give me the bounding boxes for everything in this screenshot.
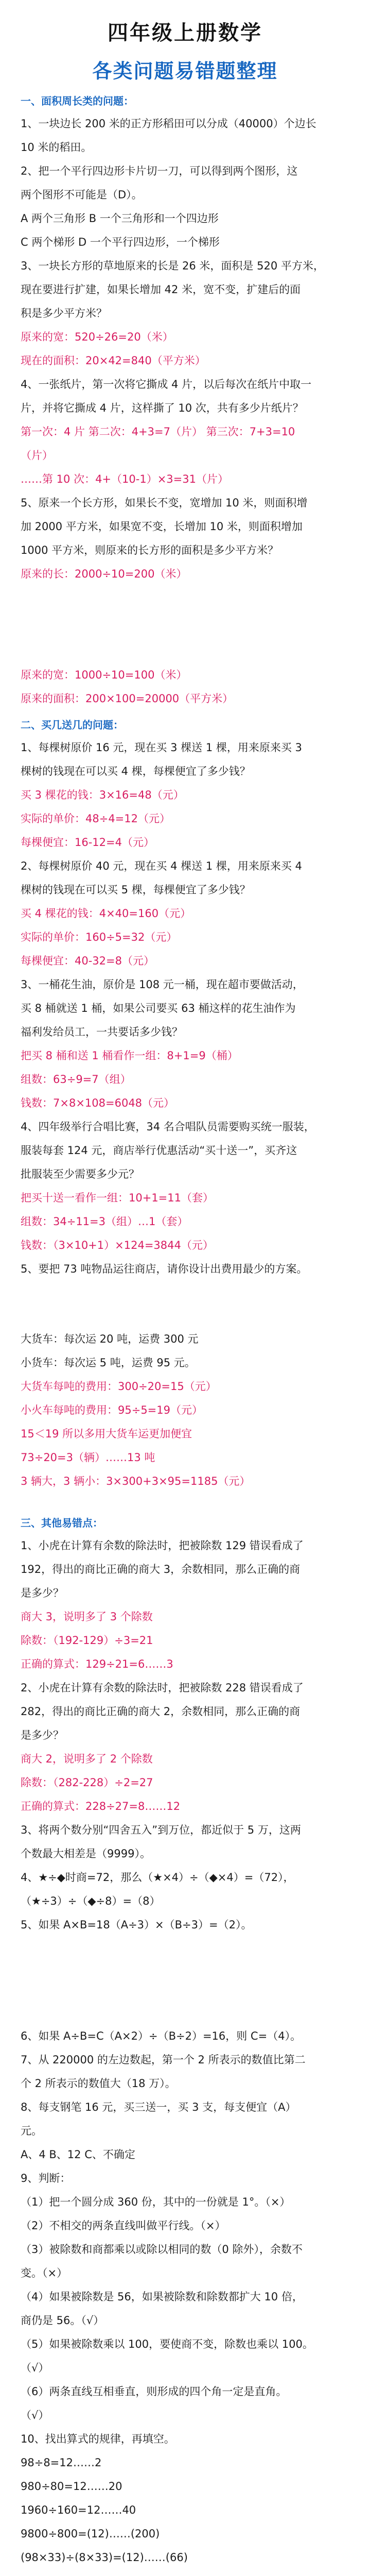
- text-line: 1、每棵树原价 16 元，现在买 3 棵送 1 棵，用来原来买 3: [21, 741, 302, 754]
- text-line: 批服装至少需要多少元？: [21, 1168, 139, 1180]
- answer-line: 现在的面积：20×42=840（平方米）: [21, 354, 206, 367]
- text-line: 福利发给员工，一共要话多少钱？: [21, 1026, 183, 1038]
- text-line: (98×33)÷(8×33)=(12)……(66): [21, 2551, 188, 2564]
- answer-line: 3 辆大，3 辆小：3×300+3×95=1185（元）: [21, 1475, 251, 1487]
- text-line: 1000 平方米，则原来的长方形的面积是多少平方米？: [21, 544, 279, 556]
- text-line: 元。: [21, 2125, 42, 2137]
- answer-line: 买 4 棵花的钱：4×40=160（元）: [21, 907, 191, 920]
- text-line: 10 米的稻田。: [21, 141, 92, 154]
- text-line: 2、把一个平行四边形卡片切一刀，可以得到两个图形，这: [21, 165, 298, 177]
- text-line: 7、从 220000 的左边数起，第一个 2 所表示的数值比第二: [21, 2054, 306, 2066]
- text-line: 是多少？: [21, 1587, 64, 1599]
- section3-items-continued: [21, 2024, 349, 2569]
- answer-line: 大货车每吨的费用：300÷20=15（元）: [21, 1380, 217, 1393]
- text-line: （★÷3）÷（◆÷8）=（8）: [21, 1895, 161, 1907]
- answer-line: 原来的宽：1000÷10=100（米）: [21, 669, 187, 681]
- answer-line: 组数：34÷11=3（组）…1（套）: [21, 1215, 188, 1228]
- text-line: 5、如果 A×B=18（A÷3）×（B÷3）=（2）。: [21, 1919, 252, 1931]
- text-line: 两个图形不可能是（D）。: [21, 189, 143, 201]
- text-line: （4）如果被除数是 56，如果被除数和除数都扩大 10 倍，: [21, 2291, 303, 2303]
- answer-line: 钱数：7×8×108=6048（元）: [21, 1097, 175, 1109]
- text-line: 6、如果 A÷B=C（A×2）÷（B÷2）=16，则 C=（4）。: [21, 2030, 302, 2042]
- text-line: A、4 B、12 C、不确定: [21, 2148, 135, 2161]
- page-title: 四年级上册数学: [108, 21, 262, 45]
- text-line: 小货车：每次运 5 吨，运费 95 元。: [21, 1357, 196, 1369]
- text-line: 3、一块长方形的草地原来的长是 26 米，面积是 520 平方米，: [21, 260, 324, 272]
- text-line: 4、★÷◆时商=72，那么（★×4）÷（◆×4）=（72），: [21, 1871, 294, 1884]
- section-heading-area-perimeter: 一、面积周长类的问题：: [21, 95, 134, 107]
- text-line: （√）: [21, 2409, 49, 2421]
- text-line: （3）被除数和商都乘以或除以相同的数（0 除外），余数不: [21, 2243, 303, 2256]
- text-line: 5、要把 73 吨物品运往商店，请你设计出费用最少的方案。: [21, 1263, 308, 1275]
- text-line: 9800÷800=(12)……(200): [21, 2528, 160, 2540]
- answer-line: 小火车每吨的费用：95÷5=19（元）: [21, 1404, 203, 1416]
- text-line: 3、将两个数分别“四舍五入”到万位，都近似于 5 万，这两: [21, 1824, 301, 1836]
- answer-line: 每棵便宜：16-12=4（元）: [21, 836, 154, 849]
- text-line: 商仍是 56。（√）: [21, 2314, 104, 2327]
- text-line: 3、一桶花生油，原价是 108 元一桶，现在超市要做活动，: [21, 978, 304, 991]
- section1-answers-q5-part2: [21, 663, 349, 710]
- text-line: 2、每棵树原价 40 元，现在买 4 棵送 1 棵，用来原来买 4: [21, 860, 302, 872]
- section1-question-q4: [21, 372, 349, 420]
- text-line: 积是多少平方米？: [21, 307, 107, 319]
- text-line: 8、每支钢笔 16 元，买三送一，买 3 支，每支便宜（A）: [21, 2101, 296, 2113]
- blank-gap: [21, 1493, 349, 1509]
- text-line: 4、四年级举行合唱比赛，34 名合唱队员需要购买统一服装，: [21, 1121, 315, 1133]
- text-line: 片，并将它撕成 4 片，这样撕了 10 次，共有多少片纸片？: [21, 402, 304, 414]
- text-line: 1、一块边长 200 米的正方形稻田可以分成（40000）个边长: [21, 117, 316, 130]
- answer-line: 实际的单价：160÷5=32（元）: [21, 931, 178, 943]
- text-line: （5）如果被除数乘以 100，要使商不变，除数也乘以 100。: [21, 2338, 313, 2350]
- section1-questions: [21, 112, 349, 325]
- text-line: 加 2000 平方米，如果宽不变，长增加 10 米，则面积增加: [21, 520, 303, 533]
- text-line: 282，得出的商比正确的商大 2，余数相同，那么正确的商: [21, 1705, 301, 1718]
- answer-line: 第一次：4 片 第二次：4+3=7（片） 第三次：7+3=10: [21, 426, 295, 438]
- section-heading-other: 三、其他易错点：: [21, 1517, 103, 1529]
- text-line: 现在要进行扩建，如果长增加 42 米，宽不变，扩建后的面: [21, 283, 301, 296]
- text-line: 4、一张纸片，第一次将它撕成 4 片，以后每次在纸片中取一: [21, 378, 312, 391]
- section2-items-truck: [21, 1327, 349, 1493]
- answer-line: 原来的长：2000÷10=200（米）: [21, 568, 187, 580]
- text-line: 服装每套 124 元，商店举行优惠活动“买十送一”，买齐这: [21, 1144, 297, 1157]
- answer-line: 原来的面积：200×100=20000（平方米）: [21, 692, 234, 705]
- section-heading-buy-get: 二、买几送几的问题：: [21, 719, 124, 731]
- answer-line: 把买 8 桶和送 1 桶看作一组：8+1=9（桶）: [21, 1049, 238, 1062]
- text-line: （1）把一个圆分成 360 份，其中的一份就是 1°。（×）: [21, 2196, 291, 2208]
- text-line: 192，得出的商比正确的商大 3，余数相同，那么正确的商: [21, 1563, 301, 1575]
- page-subtitle: 各类问题易错题整理: [92, 60, 278, 82]
- text-line: 是多少？: [21, 1729, 64, 1741]
- section1-question-q5: [21, 491, 349, 562]
- answer-line: 组数：63÷9=7（组）: [21, 1073, 131, 1086]
- text-line: 98÷8=12……2: [21, 2456, 102, 2469]
- answer-line: 正确的算式：228÷27=8……12: [21, 1800, 181, 1812]
- answer-line: 除数：（282-228）÷2=27: [21, 1776, 153, 1789]
- text-line: 棵树的钱现在可以买 5 棵，每棵便宜了多少钱？: [21, 884, 251, 896]
- section3-items: [21, 1534, 349, 1937]
- blank-gap: [21, 1937, 349, 2024]
- text-line: 买 8 桶就送 1 桶，如果公司要买 63 桶这样的花生油作为: [21, 1002, 296, 1014]
- text-line: （6）两条直线互相垂直，则形成的四个角一定是直角。: [21, 2385, 287, 2398]
- answer-line: （片）: [21, 449, 53, 462]
- answer-line: 钱数：（3×10+1）×124=3844（元）: [21, 1239, 214, 1251]
- answer-line: 把买十送一看作一组：10+1=11（套）: [21, 1192, 214, 1204]
- text-line: 2、小虎在计算有余数的除法时，把被除数 228 错误看成了: [21, 1682, 304, 1694]
- text-line: （2）不相交的两条直线叫做平行线。（×）: [21, 2219, 226, 2232]
- answer-line: 商大 2，说明多了 2 个除数: [21, 1753, 153, 1765]
- text-line: 9、判断：: [21, 2172, 71, 2184]
- text-line: A 两个三角形 B 一个三角形和一个四边形: [21, 212, 219, 225]
- answer-line: 除数：（192-129）÷3=21: [21, 1634, 153, 1647]
- text-line: 棵树的钱现在可以买 4 棵，每棵便宜了多少钱？: [21, 765, 251, 777]
- text-line: 10、找出算式的规律，再填空。: [21, 2433, 175, 2445]
- answer-line: 买 3 棵花的钱：3×16=48（元）: [21, 789, 184, 801]
- text-line: 大货车：每次运 20 吨，运费 300 元: [21, 1333, 199, 1345]
- answer-line: 正确的算式：129÷21=6……3: [21, 1658, 173, 1670]
- section2-items: [21, 736, 349, 1281]
- text-line: 1960÷160=12……40: [21, 2504, 136, 2516]
- text-line: C 两个梯形 D 一个平行四边形，一个梯形: [21, 236, 220, 248]
- answer-line: ……第 10 次：4+（10-1）×3=31（片）: [21, 473, 228, 485]
- text-line: 980÷80=12……20: [21, 2480, 122, 2493]
- answer-line: 每棵便宜：40-32=8（元）: [21, 955, 154, 967]
- text-line: 变。（×）: [21, 2267, 68, 2279]
- answer-line: 15＜19 所以多用大货车运更加便宜: [21, 1428, 192, 1440]
- text-line: （√）: [21, 2362, 49, 2374]
- text-line: 个数最大相差是（9999）。: [21, 1848, 151, 1860]
- answer-line: 商大 3，说明多了 3 个除数: [21, 1611, 153, 1623]
- section1-answers-q5-part1: [21, 562, 349, 586]
- answer-line: 原来的宽：520÷26=20（米）: [21, 331, 173, 343]
- section1-answers-q4: [21, 420, 349, 491]
- text-line: 1、小虎在计算有余数的除法时，把被除数 129 错误看成了: [21, 1539, 304, 1552]
- text-line: 5、原来一个长方形，如果长不变，宽增加 10 米，则面积增: [21, 497, 308, 509]
- answer-line: 实际的单价：48÷4=12（元）: [21, 812, 170, 825]
- text-line: 个 2 所表示的数值大（18 万）。: [21, 2077, 176, 2090]
- section1-answers-q3: [21, 325, 349, 372]
- answer-line: 73÷20=3（辆）……13 吨: [21, 1451, 155, 1464]
- blank-gap: [21, 1281, 349, 1327]
- blank-gap: [21, 586, 349, 663]
